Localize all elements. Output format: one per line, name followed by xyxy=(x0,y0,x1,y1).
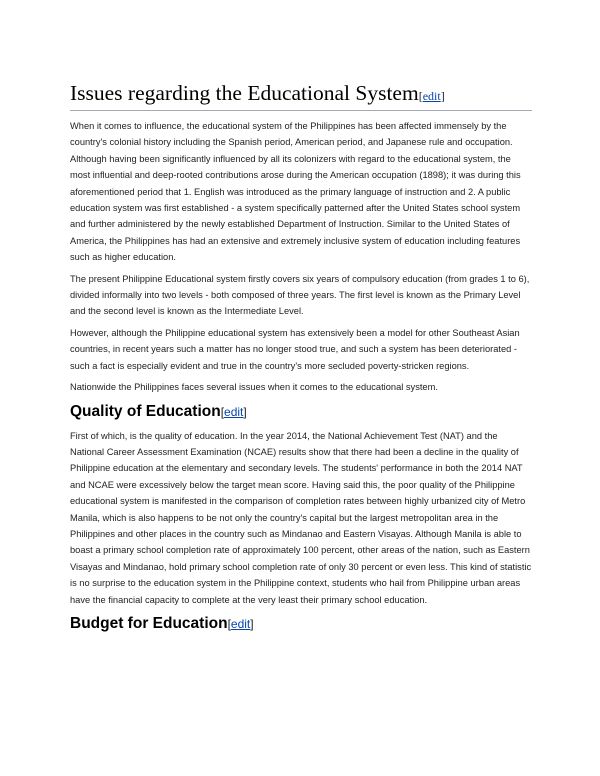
section-title: Issues regarding the Educational System xyxy=(70,81,419,105)
edit-bracket-open: [ xyxy=(418,89,423,103)
paragraph-deterioration: However, although the Philippine educational system has extensively been a model for other Southeast Asian countries, in recent years such a matter has no longer stood true, and such a system has been deteriorated - such a fact is especially evident and true in the country's more secluded poverty-stricken regions. xyxy=(70,327,520,371)
paragraph-quality: First of which, is the quality of education. In the year 2014, the National Achievement Test (NAT) and the National Career Assessment Examination (NCAE) results show that there had been a decline in the quality of Philippine education at the elementary and secondary levels. The students' performance in both the 2014 NAT and NCAE were excessively below the target mean score. Having said this, the poor quality of the Philippine educational system is manifested in the comparison of completion rates between highly urbanized city of Metro Manila, which is also happens to be not only the country's capital but the largest metropolitan area in the Philippines and other places in the country such as Mindanao and Eastern Visayas. Although Manila is able to boast a primary school completion rate of approximately 100 percent, other areas of the nation, such as Eastern Visayas and Mindanao, hold primary school completion rate of only 30 percent or even less. This kind of statistic is no surprise to the education system in the Philippine context, students who hail from Philippine urban areas have the financial capacity to complete at the very least their primary school education. xyxy=(70,430,532,605)
section-edit-link[interactable] xyxy=(419,89,445,103)
quality-edit-link[interactable]: [edit] xyxy=(220,404,247,419)
quality-edit-label[interactable]: edit xyxy=(224,404,244,419)
paragraph-influence: When it comes to influence, the educational system of the Philippines has been affected immensely by the country's colonial history including the Spanish period, American period, and Japanese rule and occupation. Although having been significantly influenced by all its colonizers with regard to the educational system, the most influential and deep-rooted contributions arose during the American occupation (1898); it was during this aforementioned period that 1. English was introduced as the primary language of instruction and 2. A public education system was first established - a system specifically patterned after the United States school system and further administered by the newly established Department of Instruction. Similar to the United States of America, the Philippines has had an extensive and extremely inclusive system of education including features such as higher education. xyxy=(70,121,521,263)
quality-heading xyxy=(70,402,532,422)
paragraph-present-system: The present Philippine Educational system firstly covers six years of compulsory education (from grades 1 to 6), divided informally into two levels - both composed of three years. The first level is known as the Primary Level and the second level is known as the Intermediate Level. xyxy=(70,273,530,317)
quality-title: Quality of Education xyxy=(70,402,221,420)
article-body xyxy=(70,80,532,640)
budget-heading xyxy=(70,614,532,634)
budget-title: Budget for Education xyxy=(70,614,228,632)
edit-bracket-close: ] xyxy=(440,89,445,103)
budget-edit-label[interactable]: edit xyxy=(230,616,251,631)
edit-link[interactable]: edit xyxy=(422,89,441,103)
section-heading xyxy=(70,80,532,111)
budget-edit-link[interactable]: [edit] xyxy=(227,616,254,631)
paragraph-nationwide: Nationwide the Philippines faces several issues when it comes to the educational system. xyxy=(70,382,438,393)
